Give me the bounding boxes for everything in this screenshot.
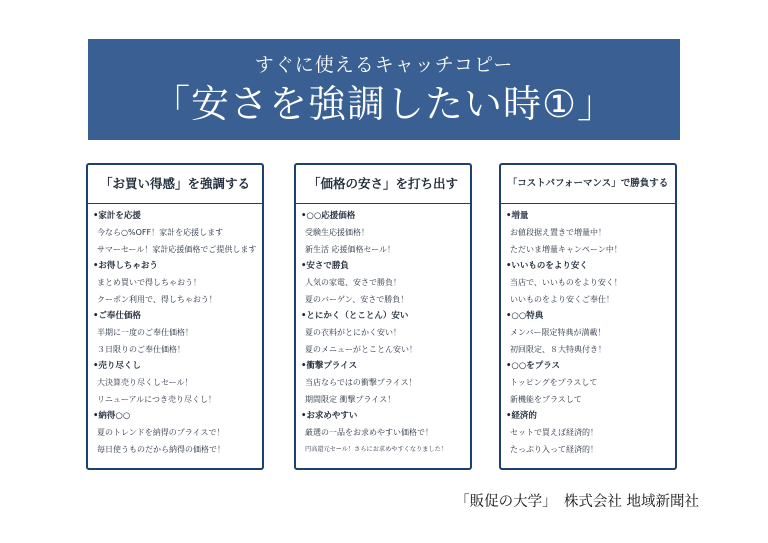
section-line: 新機能をプラスして bbox=[510, 395, 582, 404]
card-section bbox=[301, 359, 467, 409]
section-line: 当店ならではの衝撃プライス！ bbox=[305, 378, 417, 387]
section-line: メンバー限定特典が満載！ bbox=[510, 328, 606, 337]
card-bargain bbox=[86, 163, 264, 470]
section-heading: •○○特典 bbox=[506, 311, 544, 321]
card-section bbox=[301, 209, 467, 259]
card-divider bbox=[296, 203, 470, 204]
section-line: たっぷり入って経済的！ bbox=[510, 445, 598, 454]
card-section bbox=[93, 309, 259, 359]
section-line: 当店で、いいものをより安く！ bbox=[510, 278, 622, 287]
section-line: まとめ買いで得しちゃおう！ bbox=[97, 278, 201, 287]
section-line: リニューアルにつき売り尽くし！ bbox=[97, 395, 216, 404]
card-section bbox=[506, 209, 672, 259]
footer-credit: 「販促の大学」 株式会社 地域新聞社 bbox=[455, 494, 699, 510]
section-line: クーポン利用で、得しちゃおう！ bbox=[97, 295, 217, 304]
section-heading: •衝撃プライス bbox=[301, 361, 358, 371]
card-section bbox=[93, 359, 259, 409]
card-section bbox=[301, 309, 467, 359]
banner-title: 「安さを強調したい時①」 bbox=[151, 82, 617, 126]
section-heading: •お得しちゃおう bbox=[93, 261, 158, 271]
section-heading: •○○応援価格 bbox=[301, 211, 356, 221]
card-section bbox=[506, 409, 672, 459]
section-line: トッピングをプラスして bbox=[510, 378, 598, 387]
section-line: 円高還元セール！さらにお求めやすくなりました！ bbox=[305, 446, 447, 453]
card-divider bbox=[88, 203, 262, 204]
section-heading: •経済的 bbox=[506, 411, 537, 421]
section-line: 厳選の一品をお求めやすい価格で！ bbox=[305, 428, 433, 437]
title-banner bbox=[88, 39, 680, 140]
section-heading: •家計を応援 bbox=[93, 211, 141, 221]
card-cost-performance bbox=[499, 163, 677, 470]
section-line: 期間限定 衝撃プライス！ bbox=[305, 395, 396, 404]
card-section bbox=[93, 409, 259, 459]
section-line: 人気の家電、安さで勝負！ bbox=[305, 278, 401, 287]
card-section bbox=[506, 359, 672, 409]
section-line: 半期に一度のご奉仕価格！ bbox=[97, 328, 193, 337]
section-heading: •安さで勝負 bbox=[301, 261, 349, 271]
section-line: 初回限定、８大特典付き！ bbox=[510, 345, 606, 354]
section-heading: •とにかく（とことん）安い bbox=[301, 311, 409, 321]
card-section bbox=[506, 309, 672, 359]
section-line: 毎日使うものだから納得の価格で！ bbox=[97, 445, 225, 454]
section-line: 今なら○%OFF！家計を応援します bbox=[97, 228, 224, 237]
card-title: 「コストパフォーマンス」で勝負する bbox=[507, 178, 669, 189]
section-heading: •増量 bbox=[506, 211, 529, 221]
card-title: 「お買い得感」を強調する bbox=[99, 176, 250, 191]
card-body bbox=[301, 209, 467, 459]
card-low-price bbox=[294, 163, 472, 470]
section-line: 夏のメニューがとことん安い！ bbox=[305, 345, 417, 354]
section-line: お値段据え置きで増量中！ bbox=[510, 228, 606, 237]
card-section bbox=[301, 259, 467, 309]
card-section bbox=[93, 259, 259, 309]
card-title: 「価格の安さ」を打ち出す bbox=[307, 176, 458, 191]
card-body bbox=[93, 209, 259, 459]
card-body bbox=[506, 209, 672, 459]
card-section bbox=[93, 209, 259, 259]
section-line: 新生活 応援価格セール！ bbox=[305, 245, 396, 254]
section-line: ３日限りのご奉仕価格！ bbox=[97, 345, 185, 354]
card-divider bbox=[501, 203, 675, 204]
card-section bbox=[506, 259, 672, 309]
section-heading: •納得○○ bbox=[93, 411, 131, 421]
section-line: ただいま増量キャンペーン中！ bbox=[510, 245, 622, 254]
section-line: 大決算売り尽くしセール！ bbox=[97, 378, 193, 387]
section-line: セットで買えば経済的！ bbox=[510, 428, 598, 437]
section-heading: •いいものをより安く bbox=[506, 261, 588, 271]
section-line: いいものをより安くご奉仕！ bbox=[510, 295, 614, 304]
section-line: 夏のトレンドを納得のプライスで！ bbox=[97, 428, 225, 437]
section-heading: •売り尽くし bbox=[93, 361, 141, 371]
section-line: 受験生応援価格！ bbox=[305, 228, 369, 237]
card-section bbox=[301, 409, 467, 459]
section-heading: •お求めやすい bbox=[301, 411, 358, 421]
section-heading: •ご奉仕価格 bbox=[93, 311, 141, 321]
section-heading: •○○をプラス bbox=[506, 361, 561, 371]
banner-subtitle: すぐに使えるキャッチコピー bbox=[254, 54, 514, 76]
section-line: サマーセール！家計応援価格でご提供します bbox=[97, 245, 257, 254]
section-line: 夏の衣料がとにかく安い！ bbox=[305, 328, 401, 337]
section-line: 夏のバーゲン、安さで勝負！ bbox=[305, 295, 409, 304]
